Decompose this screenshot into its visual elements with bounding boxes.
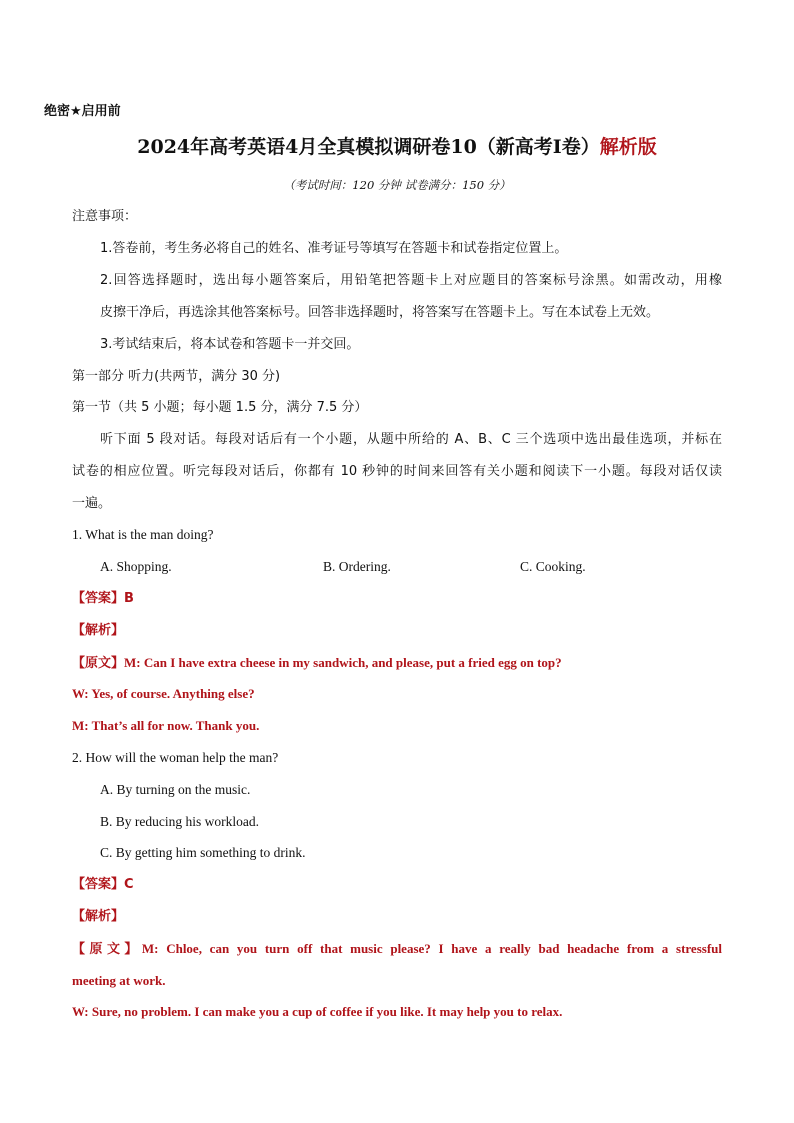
- q2-transcript-line-2: meeting at work.: [72, 973, 166, 988]
- q1-transcript-line-2: W: Yes, of course. Anything else?: [72, 686, 255, 701]
- question-2: 2. How will the woman help the man?: [72, 750, 279, 765]
- section1-heading: 第一节（共 5 小题；每小题 1.5 分，满分 7.5 分）: [72, 400, 368, 415]
- q2-option-b: B. By reducing his workload.: [100, 814, 259, 829]
- q2-option-a: A. By turning on the music.: [100, 782, 251, 797]
- title-main: 2024年高考英语4月全真模拟调研卷10（新高考I卷）: [137, 136, 600, 158]
- q1-option-c: C. Cooking.: [520, 559, 586, 574]
- title-suffix: 解析版: [599, 136, 657, 158]
- instructions-line-3: 一遍。: [72, 496, 112, 511]
- q2-transcript-line-3: W: Sure, no problem. I can make you a cup of coffee if you like. It may help you to relax.: [72, 1004, 563, 1019]
- notice-item-1: 1.答卷前，考生务必将自己的姓名、准考证号等填写在答题卡和试卷指定位置上。: [100, 241, 568, 256]
- q2-answer: 【答案】C: [72, 877, 134, 892]
- confidential-label: 绝密★启用前: [44, 104, 121, 119]
- notice-heading: 注意事项：: [72, 209, 138, 224]
- question-1: 1. What is the man doing?: [72, 527, 214, 542]
- q1-option-b: B. Ordering.: [323, 559, 391, 574]
- notice-item-2-line-1: 2.回答选择题时，选出每小题答案后，用铅笔把答题卡上对应题目的答案标号涂黑。如需改动，用橡: [100, 273, 722, 288]
- instructions-line-2: 试卷的相应位置。听完每段对话后，你都有 10 秒钟的时间来回答有关小题和阅读下一小题。每段对话仅读: [72, 464, 722, 479]
- notice-item-3: 3.考试结束后，将本试卷和答题卡一并交回。: [100, 337, 360, 352]
- q2-option-c: C. By getting him something to drink.: [100, 845, 306, 860]
- q1-transcript-line-3: M: That’s all for now. Thank you.: [72, 718, 260, 733]
- q1-option-a: A. Shopping.: [100, 559, 172, 574]
- q2-transcript-line-1: 【原文】M: Chloe, can you turn off that music please? I have a really bad headache from a stressful: [72, 941, 722, 956]
- instructions-line-1: 听下面 5 段对话。每段对话后有一个小题，从题中所给的 A、B、C 三个选项中选出最佳选项，并标在: [100, 432, 722, 447]
- q1-answer: 【答案】B: [72, 591, 134, 606]
- q2-analysis-label: 【解析】: [72, 909, 125, 924]
- notice-item-2-line-2: 皮擦干净后，再选涂其他答案标号。回答非选择题时，将答案写在答题卡上。写在本试卷上无效。: [100, 305, 660, 320]
- q1-transcript-line-1: 【原文】M: Can I have extra cheese in my sandwich, and please, put a fried egg on top?: [72, 655, 562, 670]
- page-title: [0, 134, 794, 160]
- part1-heading: 第一部分 听力(共两节，满分 30 分): [72, 369, 281, 384]
- q1-analysis-label: 【解析】: [72, 623, 125, 638]
- exam-time-info: （考试时间：120 分钟 试卷满分：150 分）: [283, 178, 511, 192]
